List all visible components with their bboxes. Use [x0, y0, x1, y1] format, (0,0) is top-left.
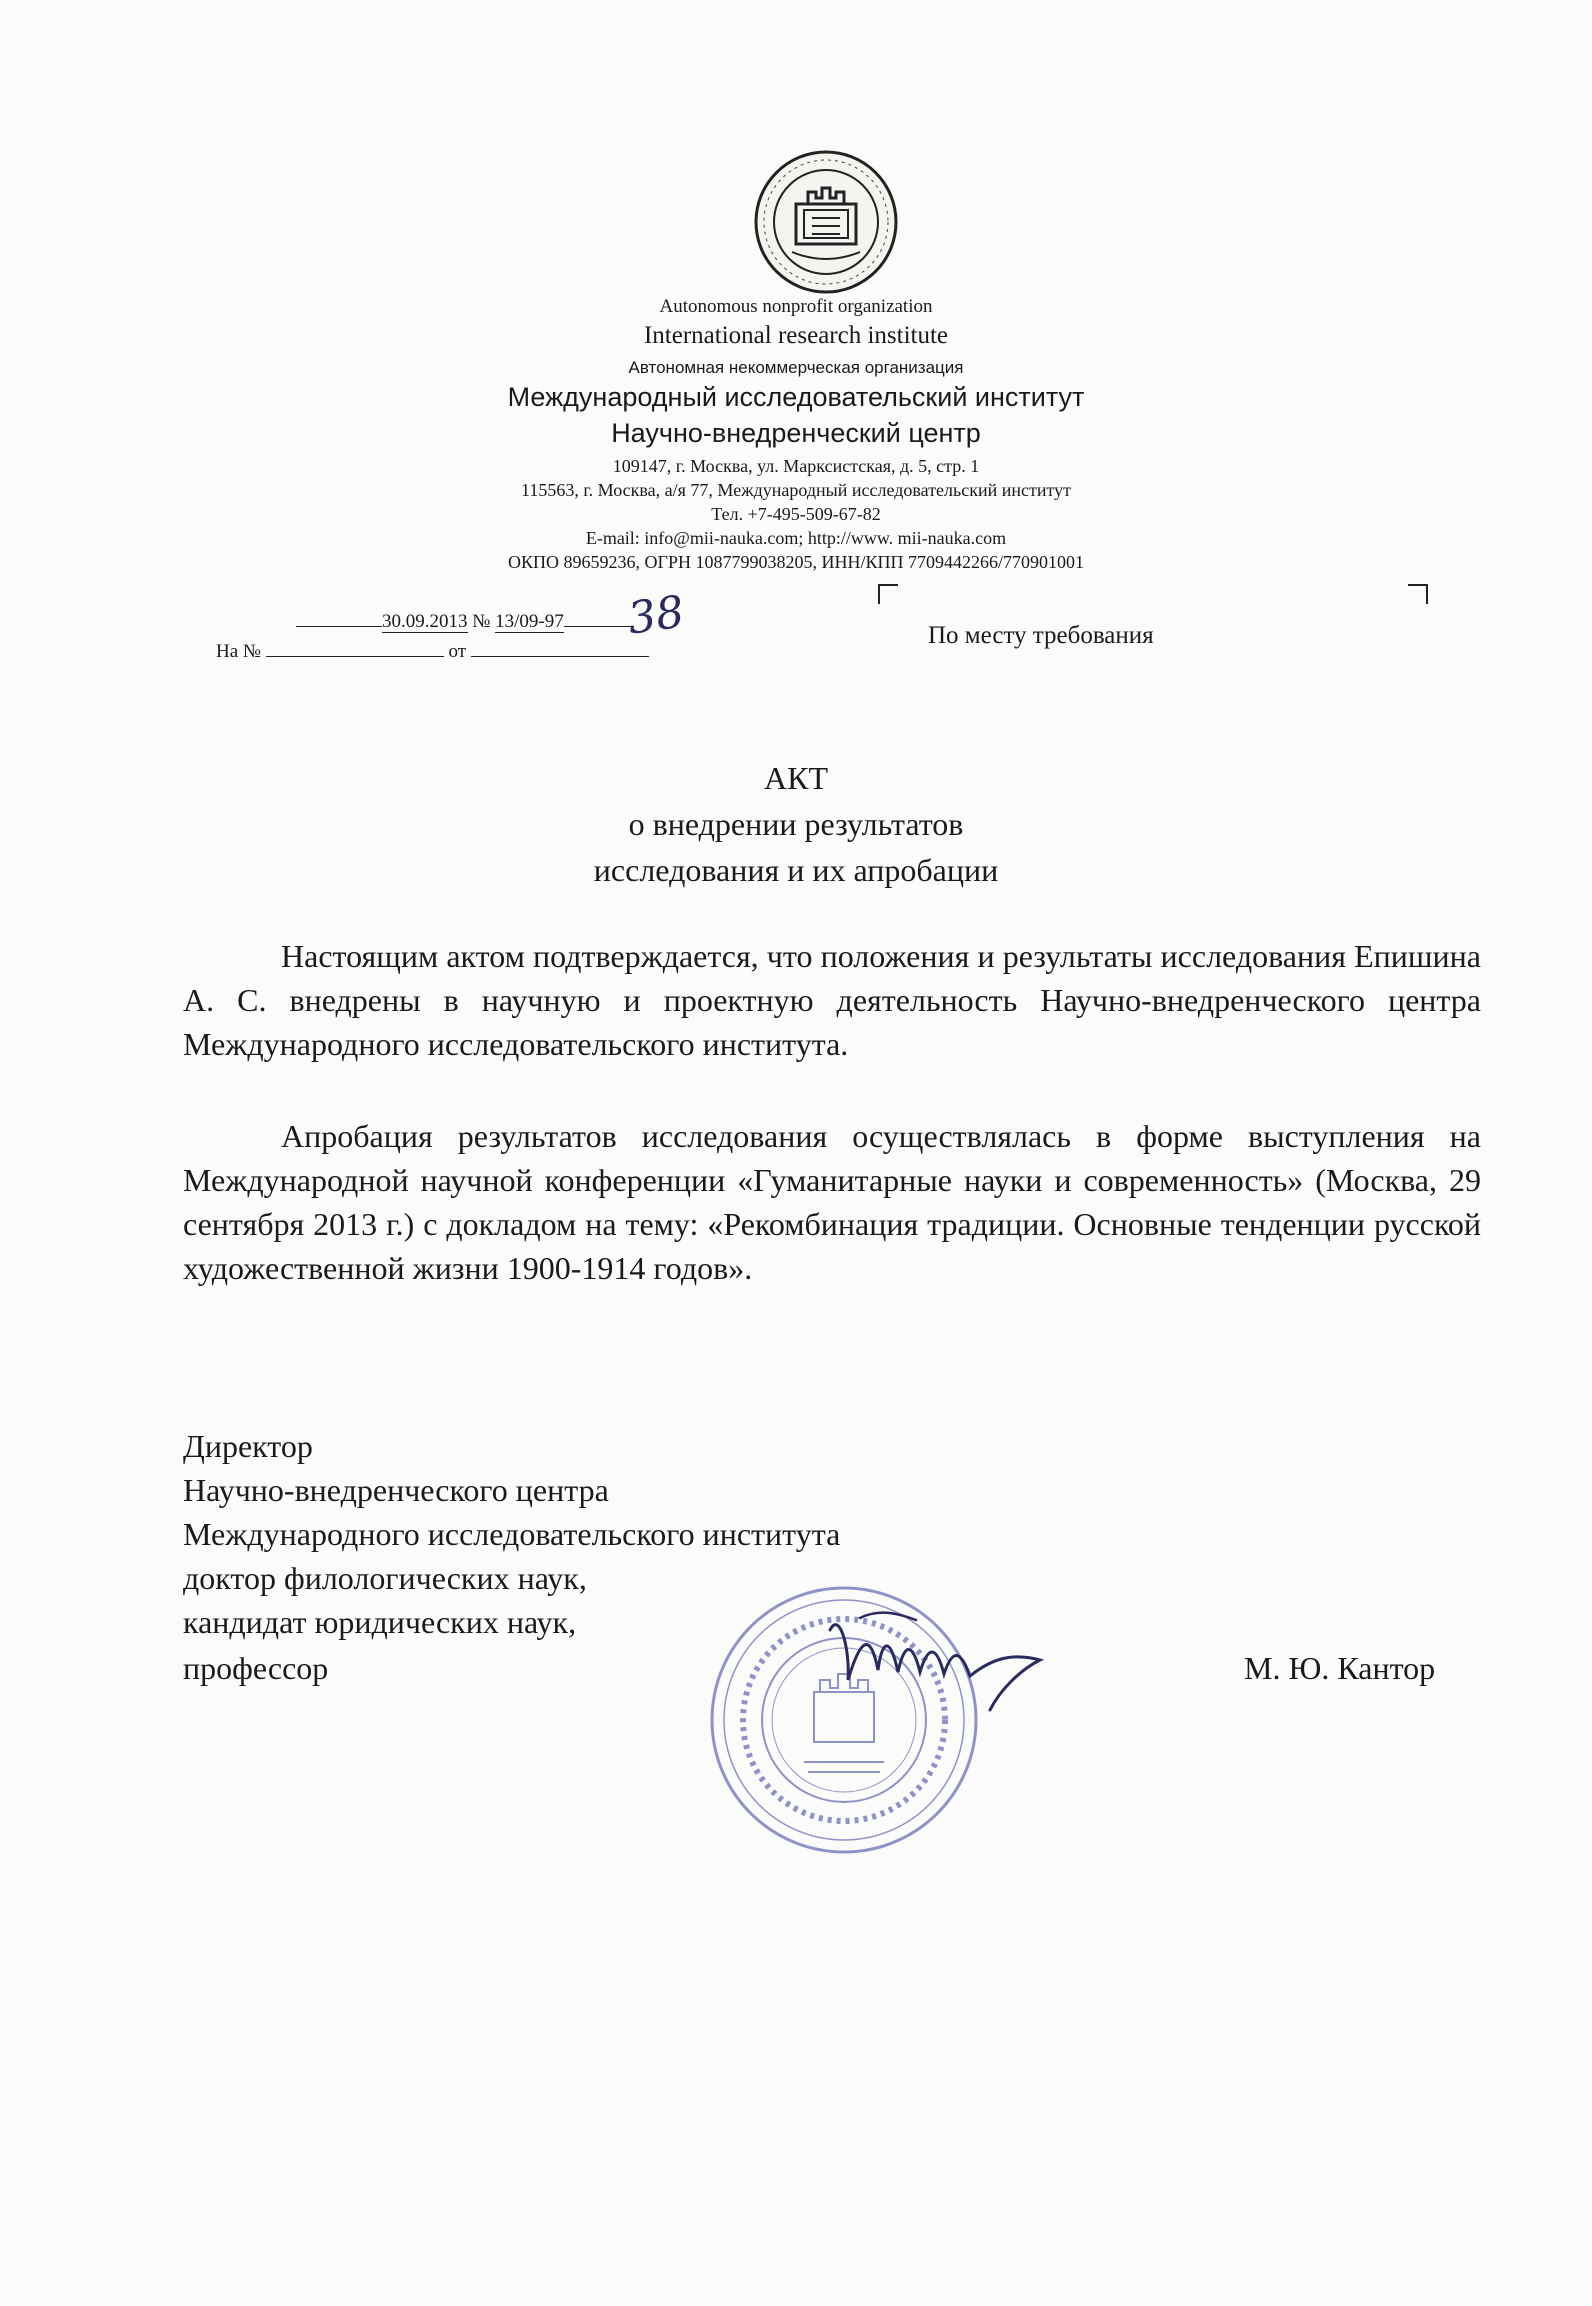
address-bracket-left — [878, 584, 898, 604]
incoming-from-label: от — [448, 641, 467, 662]
letterhead-registry: ОКПО 89659236, ОГРН 1087799038205, ИНН/КПП 7709442266/770901001 — [508, 552, 1084, 572]
letterhead-address-1: 109147, г. Москва, ул. Марксистская, д. 5, стр. 1 — [612, 456, 980, 476]
address-bracket-right — [1408, 584, 1428, 604]
letterhead-org-name-en: International research institute — [643, 322, 949, 349]
document-subtitle-1: о внедрении результатов — [628, 806, 964, 842]
signer-position: Директор — [183, 1428, 313, 1464]
body-paragraph-2-text: Апробация результатов исследования осуществлялась в форме выступления на Международной научной конференции «Гуманитарные науки и современность» (Москва, 29 сентября 2013 г.) с докладом на тему: «Рекомбинация традиции. Основные тенденции русской художественной жизни 1900-1914 годов». — [183, 1118, 1481, 1286]
signer-institute: Международного исследовательского института — [183, 1516, 841, 1552]
incoming-reference — [216, 640, 649, 663]
signer-center: Научно-внедренческого центра — [183, 1472, 609, 1508]
addressee: По месту требования — [928, 622, 1154, 649]
body-paragraph-1-text: Настоящим актом подтверждается, что положения и результаты исследования Епишина А. С. внедрены в научную и проектную деятельность Научно-внедренческого центра Международного исследовательского института. — [183, 938, 1481, 1062]
signer-title: профессор — [183, 1650, 329, 1686]
outgoing-number: 13/09-97 — [495, 611, 564, 632]
letterhead-org-type-en: Autonomous nonprofit organization — [659, 296, 933, 317]
letterhead-phone: Тел. +7-495-509-67-82 — [711, 504, 881, 524]
handwritten-number: 38 — [624, 586, 688, 645]
outgoing-number-label: № — [472, 611, 491, 632]
incoming-no-label: На № — [216, 641, 262, 662]
institute-emblem-icon — [752, 148, 900, 296]
letterhead-center-name: Научно-внедренческий центр — [611, 418, 981, 448]
outgoing-date: 30.09.2013 — [382, 611, 468, 632]
body-paragraph-2 — [183, 1114, 1481, 1290]
handwritten-signature — [820, 1600, 1060, 1720]
letterhead-org-type-ru: Автономная некоммерческая организация — [628, 358, 964, 377]
letterhead-address-2: 115563, г. Москва, а/я 77, Международный исследовательский институт — [520, 480, 1071, 500]
outgoing-reference — [296, 610, 634, 633]
signer-degree-2: кандидат юридических наук, — [183, 1604, 577, 1640]
signer-name: М. Ю. Кантор — [1244, 1650, 1436, 1686]
document-subtitle-2: исследования и их апробации — [593, 852, 999, 888]
document-title: АКТ — [764, 760, 828, 796]
signer-degree-1: доктор филологических наук, — [183, 1560, 587, 1596]
letterhead-contacts: E-mail: info@mii-nauka.com; http://www. mii-nauka.com — [585, 528, 1007, 548]
body-paragraph-1 — [183, 934, 1481, 1066]
letterhead-org-name-ru: Международный исследовательский институт — [507, 382, 1085, 412]
